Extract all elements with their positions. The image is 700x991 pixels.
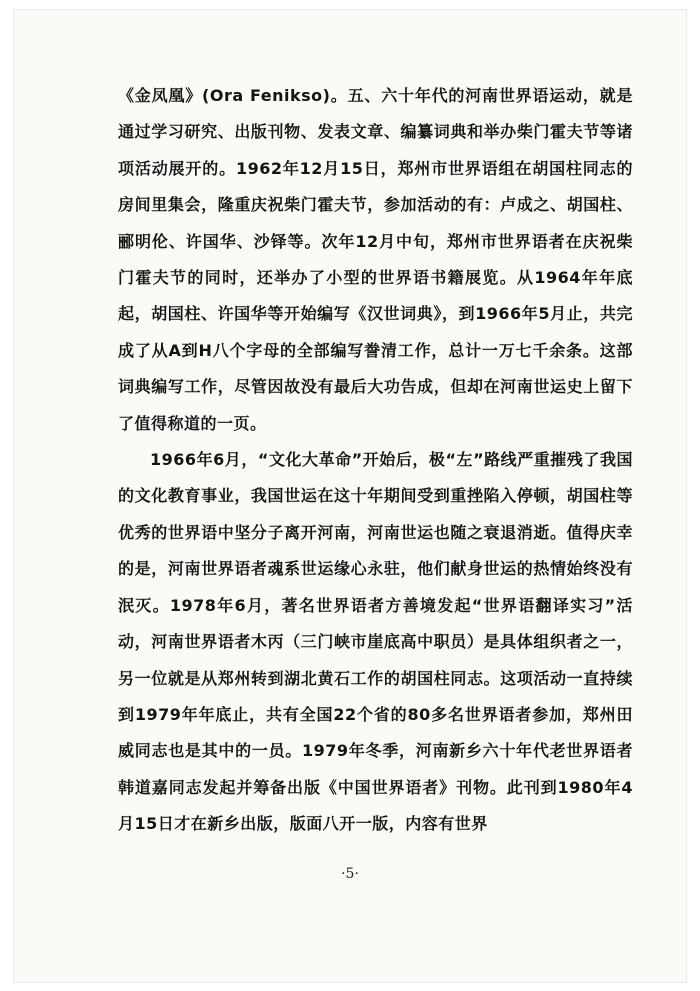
page-number: ·5· [341,866,359,882]
paragraph: 《金凤凰》(Ora Fenikso)。五、六十年代的河南世界语运动，就是通过学习研究、出版刊物、发表文章、编纂词典和举办柴门霍夫节等诸项活动展开的。1962年12月15日，郑州市世界语组在胡国柱同志的房间里集会，隆重庆祝柴门霍夫节，参加活动的有：卢成之、胡国柱、郦明伦、许国华、沙铎等。次年12月中旬，郑州市世界语者在庆祝柴门霍夫节的同时，还举办了小型的世界语书籍展览。从1964年年底起，胡国柱、许国华等开始编写《汉世词典》，到1966年5月止，共完成了从A到H八个字母的全部编写誊清工作，总计一万七千余条。这部词典编写工作，尽管因故没有最后大功告成，但却在河南世运史上留下了值得称道的一页。 [118,86,633,433]
document-body [118,78,633,843]
paragraph: 1966年6月，“文化大革命”开始后，极“左”路线严重摧残了我国的文化教育事业，我国世运在这十年期间受到重挫陷入停顿，胡国柱等优秀的世界语中坚分子离开河南，河南世运也随之衰退消逝。值得庆幸的是，河南世界语者魂系世运缘心永驻，他们献身世运的热情始终没有泯灭。1978年6月，著名世界语者方善境发起“世界语翻译实习”活动，河南世界语者木丙（三门峡市崖底高中职员）是具体组织者之一，另一位就是从郑州转到湖北黄石工作的胡国柱同志。这项活动一直持续到1979年年底止，共有全国22个省的80多名世界语者参加，郑州田威同志也是其中的一员。1979年冬季，河南新乡六十年代老世界语者韩道嘉同志发起并筹备出版《中国世界语者》刊物。此刊到1980年4月15日才在新乡出版，版面八开一版，内容有世界 [118,450,633,834]
